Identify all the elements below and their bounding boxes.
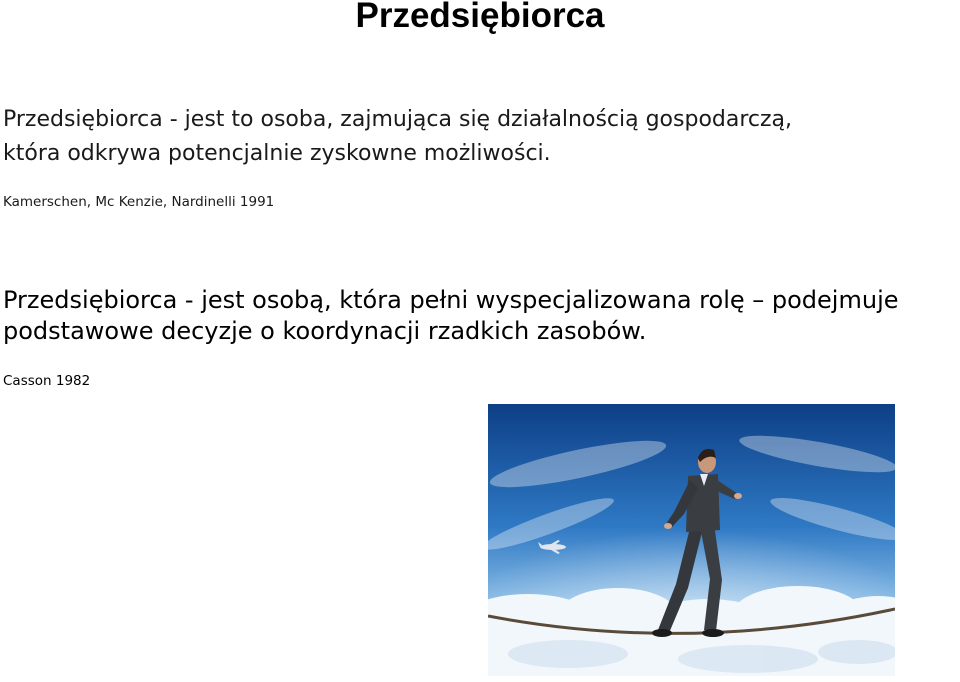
businessman-tightrope-photo	[488, 404, 895, 676]
definition-2-line-2: podstawowe decyzje o koordynacji rzadkich zasobów.	[3, 317, 647, 345]
definition-2-line-1: Przedsiębiorca - jest osobą, która pełni wyspecjalizowana rolę – podejmuje	[3, 286, 899, 314]
citation-2: Casson 1982	[3, 373, 91, 389]
definition-1-line-2: która odkrywa potencjalnie zyskowne możliwości.	[3, 141, 551, 166]
citation-1: Kamerschen, Mc Kenzie, Nardinelli 1991	[3, 194, 275, 210]
definition-1	[3, 103, 792, 171]
definition-2	[3, 285, 899, 347]
page-title: Przedsiębiorca	[355, 0, 605, 35]
definition-1-line-1: Przedsiębiorca - jest to osoba, zajmująca się działalnością gospodarczą,	[3, 107, 793, 132]
